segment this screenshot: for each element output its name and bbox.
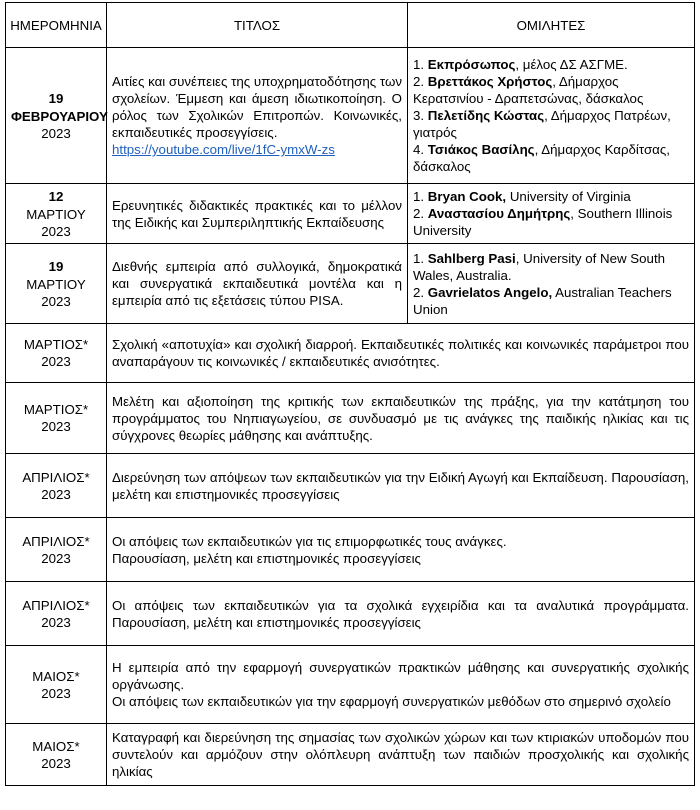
speaker-detail: , Δήμαρχος Καρδίτσας, δάσκαλος (413, 142, 670, 174)
speaker-number: 1. (413, 57, 425, 72)
schedule-table (5, 2, 695, 786)
table-row (6, 383, 695, 454)
speaker-detail: , Southern Illinois University (413, 206, 673, 238)
date-month: ΜΑΡΤΙΟΥ (26, 276, 86, 292)
date-year: 2023 (41, 614, 71, 630)
speaker-detail: , μέλος ΔΣ ΑΣΓΜΕ. (515, 57, 628, 72)
date-day: 19 (48, 258, 64, 274)
table-row (6, 724, 695, 786)
speaker-detail: , Δήμαρχος Πατρέων, γιατρός (413, 108, 671, 140)
speaker-name: Βρεττάκος Χρήστος (427, 74, 553, 89)
title-cell: Καταγραφή και διερεύνηση της σημασίας των σχολικών χώρων και των κτιριακών υποδομών που συντελούν και αρμόζουν στην ολόπλευρη ανάπτυξη των παιδιών προσχολικής και σχολικής ηλικίας (107, 724, 695, 786)
speaker-name: Sahlberg Pasi (427, 250, 516, 266)
date-month: ΦΕΒΡΟΥΑΡΙΟΥ (11, 108, 108, 124)
table-row (6, 582, 695, 646)
speaker-item (413, 107, 689, 141)
speaker-number: 2. (413, 284, 425, 300)
date-day: 19 (48, 90, 64, 106)
title-cell: Ερευνητικές διδακτικές πρακτικές και το μέλλον της Ειδικής και Συμπεριληπτικής Εκπαίδευσης (107, 184, 408, 244)
date-month: ΜΑΙΟΣ* (32, 668, 80, 684)
date-cell (6, 324, 107, 383)
title-line: Παρουσίαση, μελέτη και επιστημονικές προσεγγίσεις (112, 550, 421, 566)
speakers-cell (408, 244, 695, 324)
speaker-number: 2. (413, 206, 425, 221)
date-cell (6, 383, 107, 454)
title-cell (107, 518, 695, 582)
date-year: 2023 (41, 354, 71, 369)
youtube-link[interactable]: https://youtube.com/live/1fC-ymxW-zs (112, 142, 335, 157)
title-text: Αιτίες και συνέπειες της υποχρηματοδότησης των σχολείων. Έμμεση και άμεση ιδιωτικοποίηση. Ο ρόλος των Σχολικών Επιτροπών. Κοινωνικές, εκπαιδευτικές προσεγγίσεις. (112, 74, 402, 140)
date-cell (6, 518, 107, 582)
speaker-name: Gavrielatos Angelo, (427, 284, 553, 300)
speaker-number: 3. (413, 108, 425, 123)
date-year: 2023 (41, 755, 71, 771)
title-cell: Οι απόψεις των εκπαιδευτικών για τα σχολικά εγχειρίδια και τα αναλυτικά προγράμματα. Παρουσίαση, μελέτη και επιστημονικές προσεγγίσεις (107, 582, 695, 646)
date-month: ΜΑΡΤΙΟΣ* (23, 337, 89, 352)
date-year: 2023 (41, 125, 71, 141)
date-year: 2023 (41, 419, 71, 434)
speaker-item (413, 284, 689, 318)
header-row (6, 3, 695, 48)
table-row (6, 48, 695, 184)
table-row (6, 244, 695, 324)
speaker-number: 4. (413, 142, 425, 157)
speaker-number: 2. (413, 74, 425, 89)
speakers-cell (408, 48, 695, 184)
speaker-number: 1. (413, 189, 425, 204)
title-line: Οι απόψεις των εκπαιδευτικών για την εφαρμογή συνεργατικών μεθόδων στο σημερινό σχολείο (112, 694, 671, 709)
speaker-name: Bryan Cook, (427, 189, 507, 204)
title-cell (107, 646, 695, 724)
date-month: ΑΠΡΙΛΙΟΣ* (22, 533, 90, 549)
speaker-item (413, 250, 689, 284)
speaker-detail: , Δήμαρχος Κερατσινίου - Δραπετσώνας, δάσκαλος (413, 74, 644, 106)
date-year: 2023 (41, 685, 71, 701)
date-cell (6, 646, 107, 724)
speaker-item (413, 188, 689, 205)
date-cell (6, 582, 107, 646)
speaker-name: Τσιάκος Βασίλης (427, 142, 535, 157)
title-cell: Μελέτη και αξιοποίηση της κριτικής των εκπαιδευτικών της πράξης, για την κατάτμηση του προγράμματος του Νηπιαγωγείου, σε συνδυασμό με τις ανάγκες της παιδικής ηλικίας και τις σύγχρονες θεωρίες μάθησης και ανάπτυξης. (107, 383, 695, 454)
date-cell (6, 244, 107, 324)
speaker-item (413, 73, 689, 107)
speaker-item (413, 141, 689, 175)
speaker-detail: Australian Teachers Union (413, 284, 672, 317)
date-year: 2023 (41, 293, 71, 309)
title-cell: Σχολική «αποτυχία» και σχολική διαρροή. Εκπαιδευτικές πολιτικές και κοινωνικές παράμετροι που αναπαράγουν τις κοινωνικές / εκπαιδευτικές ανισότητες. (107, 324, 695, 383)
table-row (6, 454, 695, 518)
date-month: ΜΑΡΤΙΟΥ (26, 206, 86, 222)
date-cell (6, 724, 107, 786)
title-line: Η εμπειρία από την εφαρμογή συνεργατικών πρακτικών μάθησης και συνεργατικής σχολικής οργάνωσης. (112, 660, 689, 692)
speaker-detail: , University of New South Wales, Australia. (413, 250, 666, 283)
speaker-name: Εκπρόσωπος (427, 57, 516, 72)
date-cell (6, 184, 107, 244)
table-row (6, 184, 695, 244)
date-month: ΜΑΡΤΙΟΣ* (23, 402, 89, 417)
table-row (6, 518, 695, 582)
speaker-item (413, 56, 689, 73)
date-month: ΑΠΡΙΛΙΟΣ* (22, 469, 90, 485)
date-year: 2023 (41, 486, 71, 502)
speaker-number: 1. (413, 250, 425, 266)
speaker-name: Πελετίδης Κώστας (427, 108, 545, 123)
date-cell (6, 454, 107, 518)
table-row (6, 646, 695, 724)
header-date: ΗΜΕΡΟΜΗΝΙΑ (6, 3, 107, 48)
date-cell (6, 48, 107, 184)
speaker-item (413, 205, 689, 239)
speaker-detail: University of Virginia (506, 189, 631, 204)
date-year: 2023 (41, 223, 71, 239)
title-line: Οι απόψεις των εκπαιδευτικών για τις επιμορφωτικές τους ανάγκες. (112, 533, 507, 549)
date-month: ΜΑΙΟΣ* (32, 738, 80, 754)
title-cell: Διεθνής εμπειρία από συλλογικά, δημοκρατικά και συνεργατικά εκπαιδευτικά μοντέλα και η εμπειρία από τις εξετάσεις τύπου PISA. (107, 244, 408, 324)
title-cell (107, 48, 408, 184)
table-row (6, 324, 695, 383)
header-speakers: ΟΜΙΛΗΤΕΣ (408, 3, 695, 48)
speaker-name: Αναστασίου Δημήτρης (427, 206, 571, 221)
title-cell: Διερεύνηση των απόψεων των εκπαιδευτικών για την Ειδική Αγωγή και Εκπαίδευση. Παρουσίαση, μελέτη και επιστημονικές προσεγγίσεις (107, 454, 695, 518)
header-title: ΤΙΤΛΟΣ (107, 3, 408, 48)
date-day: 12 (48, 188, 64, 204)
date-month: ΑΠΡΙΛΙΟΣ* (22, 597, 90, 613)
date-year: 2023 (41, 550, 71, 566)
speakers-cell (408, 184, 695, 244)
